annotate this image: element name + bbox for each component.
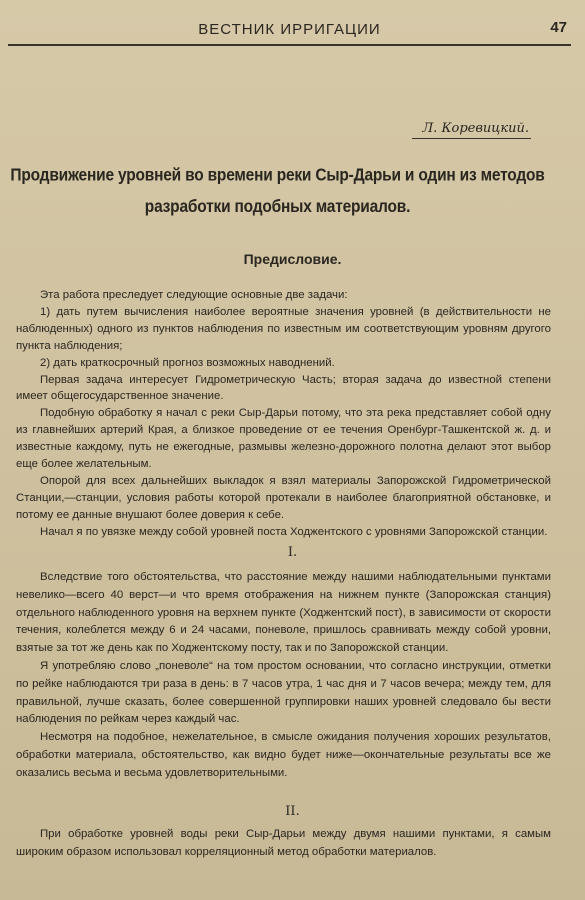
paragraph: Подобную обработку я начал с реки Сыр-Дарьи потому, что эта река представляет собой одну из главнейших артерий Края, а близкое проведение от ее течения Оренбург-Ташкентской ж. д. и известные каждому, путь не ежегодные, размывы железно-дорожного полотна делают этот выбор еще более желательным. [16,407,551,471]
paragraph: Вследствие того обстоятельства, что расстояние между нашими наблюдательными пунктами невелико—всего 40 верст—и что время отображения на нижнем пункте (Запорожская станция) отдельного наблюденного уровня на верхнем пункте (Ходжентский пост), в зависимости от скорости течения, колеблется между 6 и 24 часами, поневоле, пришлось сравнивать между собой уровни, взятые за тот же день как по Ходжентскому посту, так и по Запорожской станции. [16,571,551,655]
section-2-body [16,826,551,862]
page-number: 47 [550,19,567,36]
section-numeral-2: II. [285,804,300,819]
author-name: Л. Коревицкий. [412,121,531,139]
paragraph: 1) дать путем вычисления наиболее вероятные значения уровней (в действительности не наблюденных) одного из пунктов наблюдения по известным им соответствующим уровням другого пункта наблюдения; [16,305,551,352]
paragraph: Опорой для всех дальнейших выкладок я взял материалы Запорожской Гидрометрической Станции,—станции, условия работы которой протекали в наиболее благоприятной обстановке, и потому ее данные внушают более доверия к себе. [16,474,551,521]
preface-body [16,287,551,541]
paragraph: Несмотря на подобное, нежелательное, в смысле ожидания получения хороших результатов, обработки материала, обстоятельство, как видно будет ниже—окончательные результаты все же оказались весьма и весьма удовлетворительными. [16,731,551,779]
paragraph: Начал я по увязке между собой уровней поста Ходжентского с уровнями Запорожской станции. [40,525,548,538]
preface-heading: Предисловие. [243,251,342,267]
paragraph: Первая задача интересует Гидрометрическую Часть; вторая задача до известной степени имеет общегосударственное значение. [16,373,551,403]
page-header [8,18,571,46]
article-title: Продвижение уровней во времени реки Сыр-Дарьи и один из методов разработки подобных материалов. [10,165,545,217]
paragraph: При обработке уровней воды реки Сыр-Дарьи между двумя нашими пунктами, я самым широким образом использовал корреляционный метод обработки материалов. [16,828,551,858]
paragraph: Эта работа преследует следующие основные две задачи: [40,289,348,301]
paragraph: Я употребляю слово „поневоле“ на том простом основании, что согласно инструкции, отметки по рейке наблюдаются три раза в день: в 7 часов утра, 1 час дня и 7 часов вечера; между тем, для правильной, лучше сказать, более совершенной группировки наших уровней следовало бы вести наблюдения по рейкам через каждый час. [16,659,551,726]
section-numeral-1: I. [287,545,298,560]
section-1-body [16,569,551,783]
paragraph: 2) дать краткосрочный прогноз возможных наводнений. [40,356,335,369]
running-title: ВЕСТНИК ИРРИГАЦИИ [198,21,381,38]
